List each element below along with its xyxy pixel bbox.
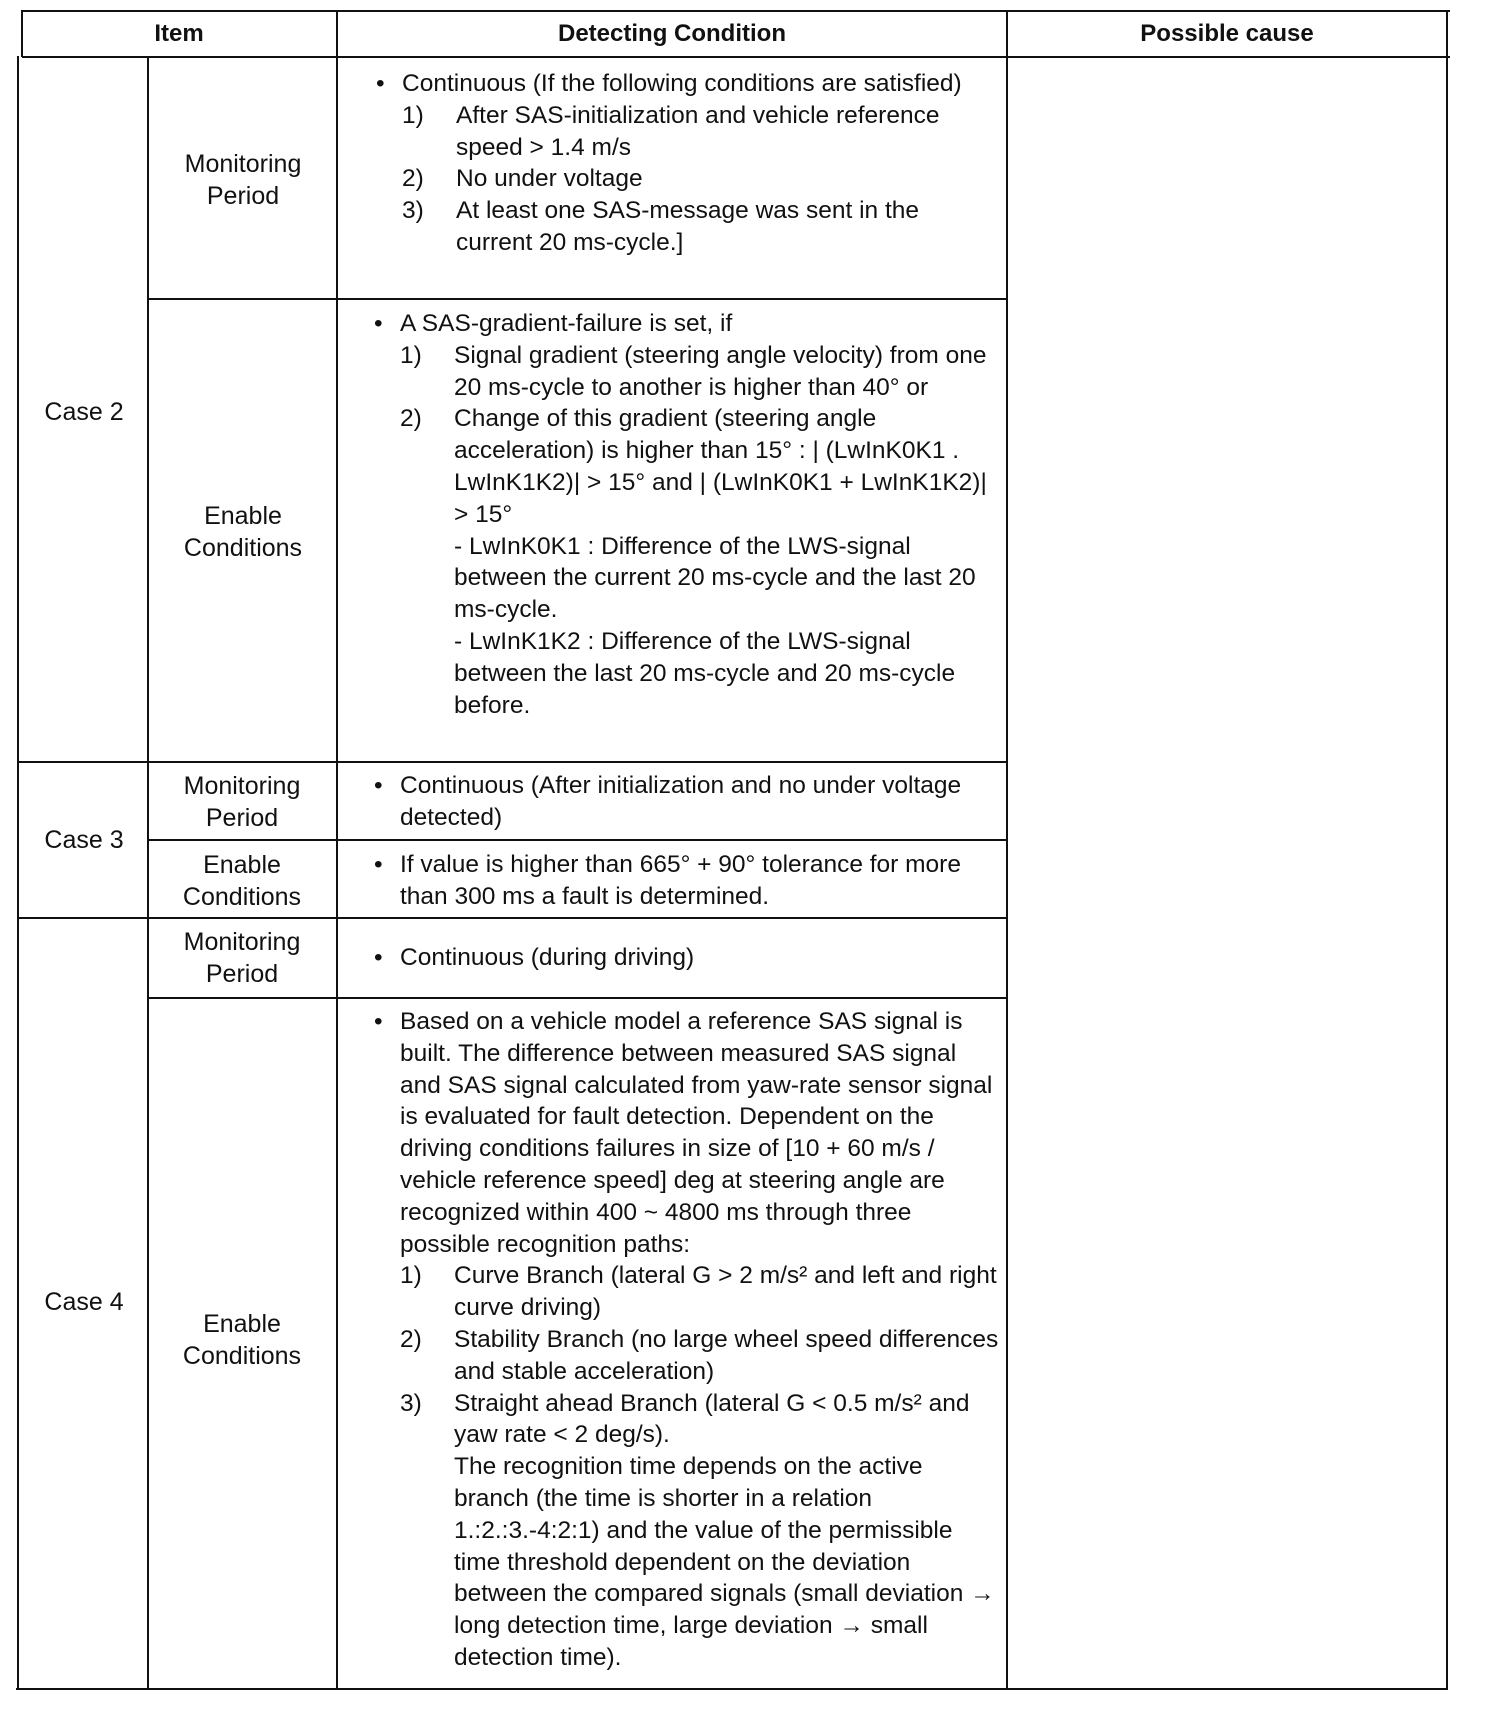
condition-column-divider (1006, 10, 1008, 1690)
condition-text: Continuous (After initialization and no under voltage detected) (400, 772, 962, 831)
item-number: 3) (400, 1389, 422, 1417)
item-number: 2) (402, 165, 424, 193)
condition-item: Signal gradient (steering angle velocity) from one 20 ms-cycle to another is higher than 40° or (454, 341, 987, 401)
case-4-enable-label: Enable Conditions (182, 1310, 302, 1370)
condition-lead: A SAS-gradient-failure is set, if (400, 310, 733, 337)
condition-item: No under voltage (456, 165, 643, 193)
condition-text: Continuous (during driving) (400, 944, 695, 971)
item-column-divider (336, 10, 338, 1690)
condition-item: At least one SAS-message was sent in the current 20 ms-cycle.] (456, 197, 920, 256)
table-top-border (22, 10, 1450, 12)
bullet: • (374, 851, 383, 878)
case-column-divider (147, 56, 149, 1690)
header-detecting-condition: Detecting Condition (558, 20, 786, 47)
case-3-label: Case 3 (44, 826, 124, 854)
case-3-monitoring-label: Monitoring Period (183, 772, 301, 832)
case-4-enable-condition (374, 1006, 1002, 1674)
row-divider (147, 839, 1008, 841)
condition-trailer: The recognition time depends on the active branch (the time is shorter in a relation 1.:2.:3.-4:2:1) and the value of the permissible time threshold dependent on the deviation between the compared signals (small deviation → long detection time, large deviation → small detection time). (454, 1453, 995, 1671)
case-2-monitoring-condition (376, 68, 996, 259)
row-divider (147, 298, 1008, 300)
definition-note: - LwInK1K2 : Difference of the LWS-signal between the last 20 ms-cycle and 20 ms-cycle before. (454, 627, 956, 719)
item-number: 1) (400, 341, 422, 369)
case-2-monitoring-label: Monitoring Period (184, 150, 302, 210)
header-bottom-border (22, 56, 1450, 58)
definition-note: - LwInK0K1 : Difference of the LWS-signal between the current 20 ms-cycle and the last 20 ms-cycle. (454, 532, 976, 624)
case-2-label: Case 2 (44, 398, 124, 426)
case-4-monitoring-label: Monitoring Period (183, 928, 301, 988)
condition-text: If value is higher than 665° + 90° tolerance for more than 300 ms a fault is determined. (400, 851, 961, 910)
case-2-enable-label: Enable Conditions (183, 502, 303, 562)
item-number: 3) (402, 197, 424, 225)
bullet: • (374, 1008, 383, 1035)
right-border (1446, 10, 1448, 1690)
condition-item: Curve Branch (lateral G > 2 m/s² and left and right curve driving) (454, 1262, 997, 1322)
condition-item: Change of this gradient (steering angle acceleration) is higher than 15° : | (LwInK0K1 . LwInK1K2)| > 15° and | (LwInK0K1 + LwInK1K2)| > 15° (454, 405, 987, 528)
case-2-enable-condition (374, 308, 1000, 721)
case-4-label: Case 4 (44, 1288, 124, 1316)
bullet: • (374, 944, 383, 971)
case-3-enable-label: Enable Conditions (182, 851, 302, 911)
item-number: 2) (400, 1325, 422, 1353)
bullet: • (374, 772, 383, 799)
row-divider (147, 997, 1008, 999)
case-3-enable-condition (374, 849, 994, 913)
bullet: • (376, 70, 385, 97)
bullet: • (374, 310, 383, 337)
item-number: 2) (400, 405, 422, 433)
condition-item: After SAS-initialization and vehicle reference speed > 1.4 m/s (456, 101, 940, 161)
table-bottom-border (16, 1688, 1446, 1690)
item-number: 1) (400, 1262, 422, 1290)
condition-lead: Continuous (If the following conditions are satisfied) (402, 70, 962, 97)
case-4-monitoring-condition (374, 942, 994, 974)
row-divider (17, 917, 1008, 919)
condition-item: Straight ahead Branch (lateral G < 0.5 m/s² and yaw rate < 2 deg/s). (454, 1389, 970, 1449)
row-divider (17, 761, 1008, 763)
condition-item: Stability Branch (no large wheel speed differences and stable acceleration) (454, 1325, 999, 1385)
case-3-monitoring-condition (374, 770, 994, 834)
header-possible-cause: Possible cause (1140, 20, 1314, 47)
left-border (17, 56, 19, 1690)
header-item: Item (154, 20, 204, 47)
condition-lead: Based on a vehicle model a reference SAS signal is built. The difference between measured SAS signal and SAS signal calculated from yaw-rate sensor signal is evaluated for fault detection. Dependent on the driving conditions failures in size of [10 + 60 m/s / vehicle reference speed] deg at steering angle are recognized within 400 ~ 4800 ms through three possible recognition paths: (400, 1008, 993, 1258)
item-number: 1) (402, 101, 424, 129)
